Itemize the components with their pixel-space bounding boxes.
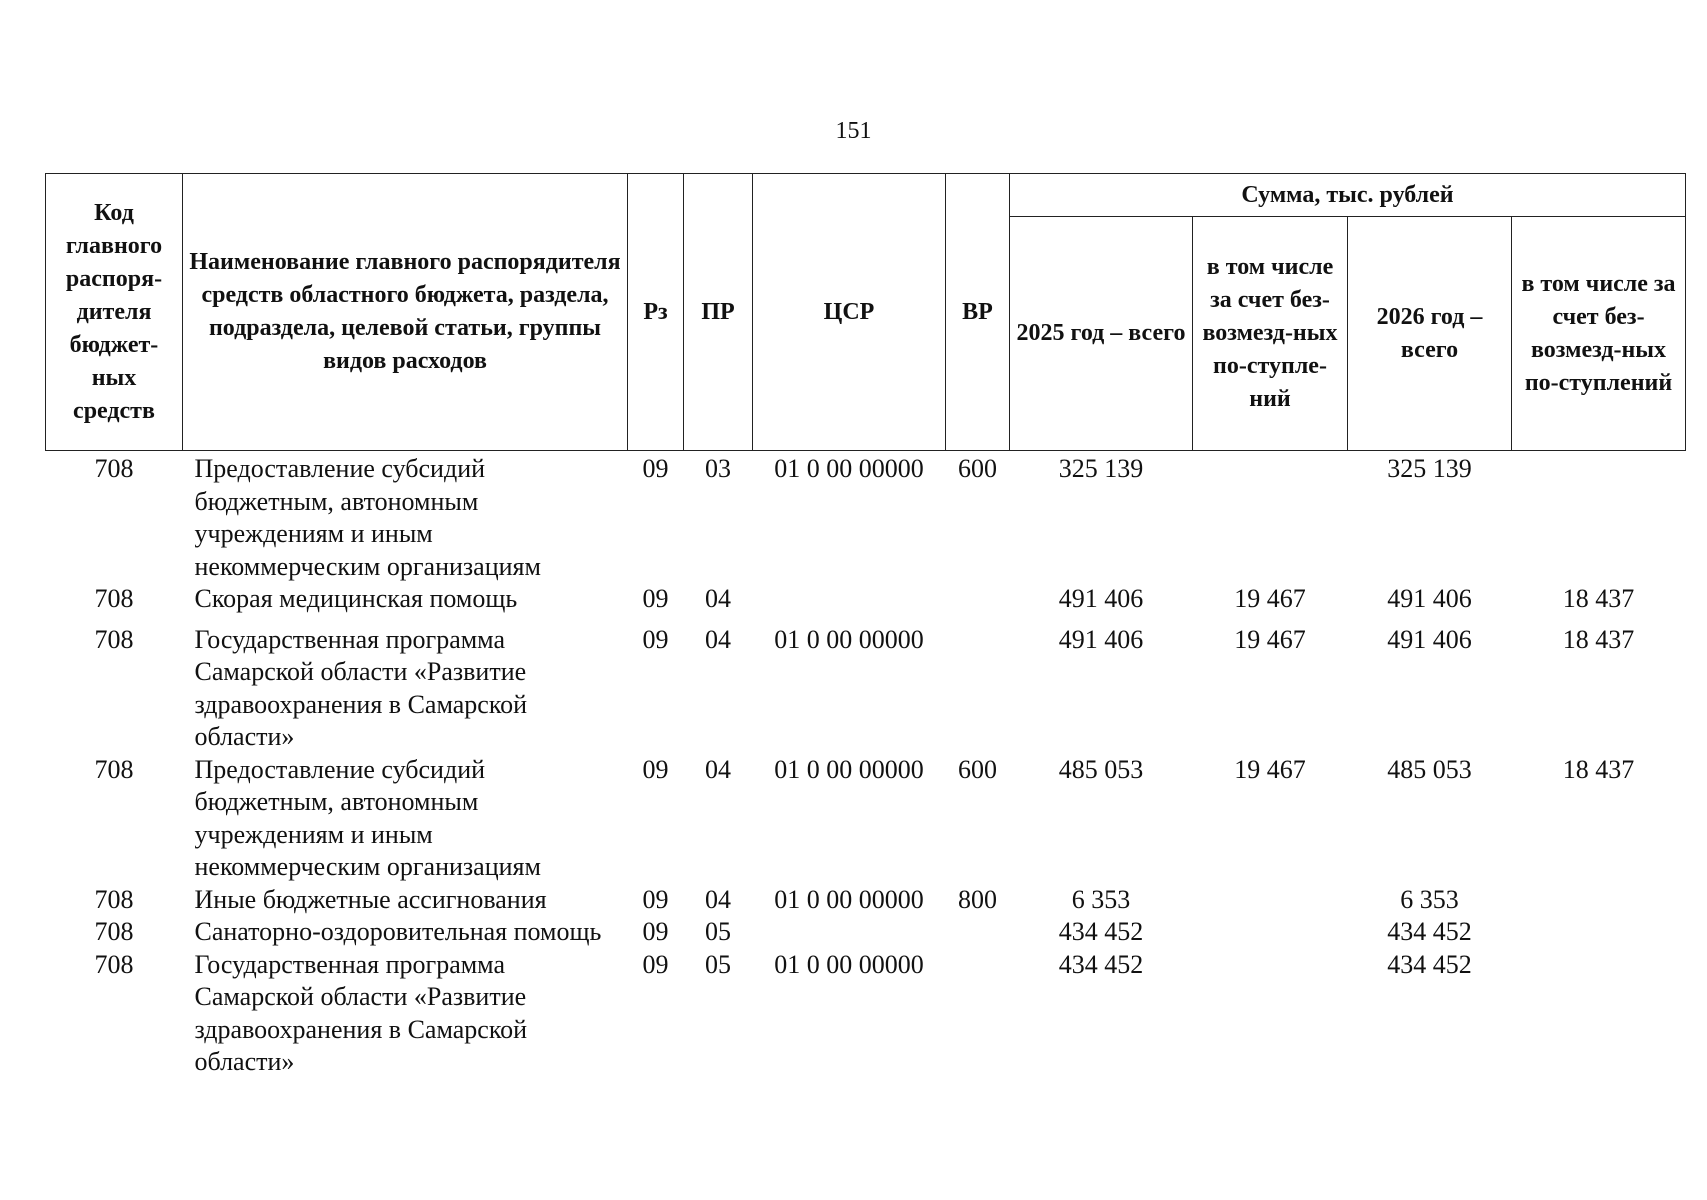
cell-2025-total: 434 452 — [1058, 949, 1144, 979]
header-name: Наименование главного распорядителя средств областного бюджета, раздела, подраздела, целевой статьи, группы видов расходов — [183, 174, 628, 451]
cell-pr: 05 — [705, 917, 731, 946]
cell-2025-total: 491 406 — [1058, 584, 1144, 613]
cell-2025-total: 485 053 — [1058, 754, 1144, 784]
cell-2026-total: 491 406 — [1387, 624, 1472, 654]
cell-vr — [946, 916, 1010, 949]
cell-name: Предоставление субсидий бюджетным, автономным учреждениям и иным некоммерческим организациям — [194, 754, 541, 881]
table-row — [46, 916, 1686, 949]
cell-name: Иные бюджетные ассигнования — [194, 884, 547, 914]
table-row — [46, 754, 1686, 884]
table-row — [46, 884, 1686, 917]
cell-2025-total: 491 406 — [1058, 624, 1144, 654]
cell-rz: 09 — [642, 454, 669, 483]
page-number: 151 — [835, 118, 872, 144]
cell-pr: 05 — [705, 949, 731, 979]
cell-rz: 09 — [642, 884, 669, 914]
cell-2026-total: 325 139 — [1387, 454, 1472, 483]
cell-code: 708 — [94, 624, 134, 654]
cell-pr: 04 — [705, 624, 731, 654]
header-pr: ПР — [684, 174, 753, 451]
cell-rz: 09 — [642, 949, 669, 979]
cell-rz: 09 — [642, 754, 669, 784]
table-body — [46, 451, 1686, 1079]
cell-2026-total: 434 452 — [1387, 949, 1472, 979]
header-2026-grants: в том числе за счет без-возмезд-ных по-ступлений — [1512, 217, 1686, 451]
cell-2025-total: 6 353 — [1071, 884, 1131, 914]
cell-rz: 09 — [642, 917, 669, 946]
table-header — [46, 174, 1686, 451]
cell-2026-grants — [1512, 949, 1686, 1079]
cell-2026-total: 485 053 — [1387, 754, 1472, 784]
cell-pr: 04 — [705, 584, 731, 613]
cell-pr: 04 — [705, 884, 731, 914]
cell-2026-grants — [1512, 884, 1686, 917]
cell-csr — [753, 916, 946, 949]
cell-rz: 09 — [642, 624, 669, 654]
table-row — [46, 949, 1686, 1079]
cell-csr: 01 0 00 00000 — [774, 754, 924, 784]
header-rz: Рз — [628, 174, 684, 451]
header-2026-total: 2026 год – всего — [1348, 217, 1512, 451]
cell-2026-total: 6 353 — [1400, 884, 1459, 914]
cell-csr: 01 0 00 00000 — [774, 949, 924, 979]
cell-vr — [946, 583, 1010, 616]
cell-2025-total: 325 139 — [1058, 454, 1144, 483]
cell-2026-grants: 18 437 — [1562, 754, 1635, 784]
cell-code: 708 — [94, 884, 134, 914]
cell-2025-total: 434 452 — [1058, 917, 1144, 946]
cell-vr — [946, 949, 1010, 1079]
header-code: Код главного распоря-дителя бюджет-ных средств — [46, 174, 183, 451]
cell-code: 708 — [94, 454, 134, 483]
cell-rz: 09 — [642, 584, 669, 613]
cell-2026-grants — [1512, 451, 1686, 584]
budget-table — [45, 173, 1686, 1079]
cell-2025-grants — [1193, 949, 1348, 1079]
cell-code: 708 — [94, 917, 134, 946]
cell-pr: 04 — [705, 754, 731, 784]
cell-2025-grants — [1193, 451, 1348, 584]
cell-csr: 01 0 00 00000 — [774, 624, 924, 654]
cell-code: 708 — [94, 754, 134, 784]
cell-name: Санаторно-оздоровительная помощь — [194, 917, 602, 946]
cell-2025-grants: 19 467 — [1234, 624, 1306, 654]
cell-2026-total: 491 406 — [1387, 584, 1472, 613]
cell-csr — [753, 583, 946, 616]
cell-name: Скорая медицинская помощь — [194, 584, 518, 613]
cell-2025-grants — [1193, 916, 1348, 949]
header-vr: ВР — [946, 174, 1010, 451]
cell-csr: 01 0 00 00000 — [774, 884, 924, 914]
cell-2025-grants: 19 467 — [1234, 754, 1306, 784]
cell-2026-total: 434 452 — [1387, 917, 1472, 946]
header-2025-total: 2025 год – всего — [1010, 217, 1193, 451]
cell-2026-grants — [1512, 916, 1686, 949]
cell-name: Государственная программа Самарской области «Развитие здравоохранения в Самарской области» — [194, 949, 528, 1076]
cell-vr: 600 — [958, 754, 997, 784]
header-csr: ЦСР — [753, 174, 946, 451]
cell-code: 708 — [94, 584, 134, 613]
cell-csr: 01 0 00 00000 — [774, 454, 924, 483]
cell-2025-grants — [1193, 884, 1348, 917]
cell-pr: 03 — [705, 454, 731, 483]
table-row — [46, 451, 1686, 584]
cell-vr — [946, 616, 1010, 754]
cell-2026-grants: 18 437 — [1562, 624, 1635, 654]
header-2025-grants: в том числе за счет без-возмезд-ных по-ступле-ний — [1193, 217, 1348, 451]
cell-2025-grants: 19 467 — [1234, 584, 1306, 613]
cell-name: Предоставление субсидий бюджетным, автономным учреждениям и иным некоммерческим организациям — [194, 454, 541, 581]
table-row — [46, 583, 1686, 616]
cell-vr: 600 — [958, 454, 997, 483]
cell-name: Государственная программа Самарской области «Развитие здравоохранения в Самарской области» — [194, 624, 528, 751]
cell-vr: 800 — [958, 884, 997, 914]
cell-code: 708 — [94, 949, 134, 979]
table-row — [46, 616, 1686, 754]
header-sum-group: Сумма, тыс. рублей — [1010, 174, 1686, 217]
cell-2026-grants: 18 437 — [1562, 584, 1635, 613]
